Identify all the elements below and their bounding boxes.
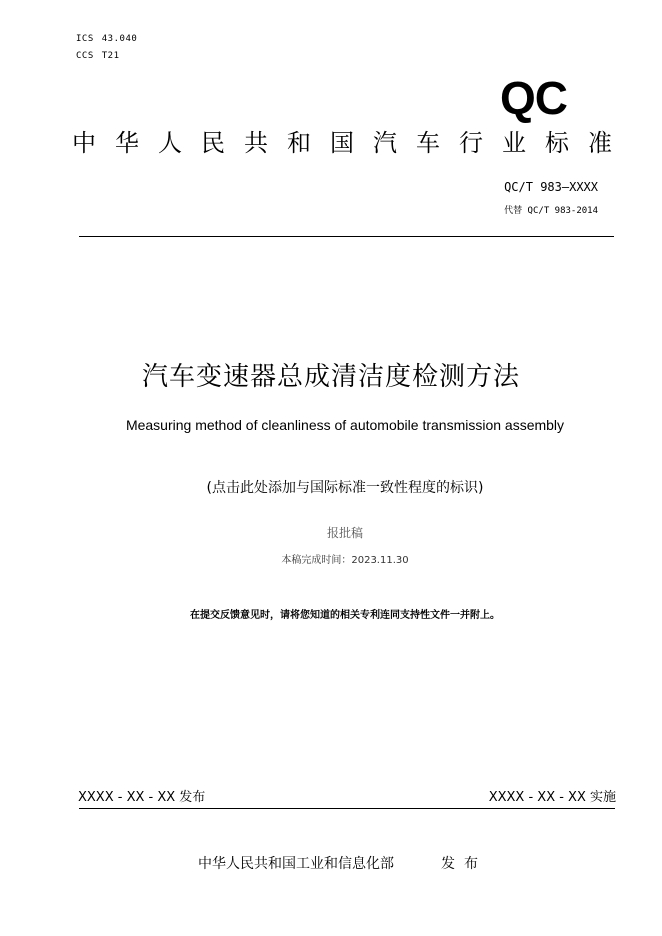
draft-completion-date: 本稿完成时间：2023.11.30 (281, 555, 409, 566)
issuing-ministry: 中华人民共和国工业和信息化部 (198, 856, 394, 872)
ccs-code (76, 50, 120, 62)
standard-category-name (72, 128, 612, 158)
standard-name-char: 人 (158, 129, 182, 157)
ccs-label: CCS (76, 51, 94, 61)
footer-divider (79, 808, 615, 809)
standard-name-char: 汽 (373, 129, 397, 157)
standard-name-char: 业 (502, 129, 526, 157)
intl-consistency-note: (点击此处添加与国际标准一致性程度的标识) (206, 480, 484, 496)
issue-action: 发布 (441, 856, 487, 872)
standard-name-char: 和 (287, 129, 311, 157)
standard-name-char: 民 (201, 129, 225, 157)
standard-name-char: 标 (545, 129, 569, 157)
ics-value: 43.040 (101, 34, 138, 44)
standard-name-char: 准 (588, 129, 612, 157)
ccs-value: T21 (101, 51, 120, 61)
implementation-date: XXXX - XX - XX 实施 (488, 790, 616, 805)
title-english: Measuring method of cleanliness of automobile transmission assembly (125, 417, 565, 433)
draft-stage: 报批稿 (326, 526, 363, 540)
standard-name-char: 行 (459, 129, 483, 157)
standard-name-char: 车 (416, 129, 440, 157)
qc-logo: QC (500, 72, 567, 124)
patent-notice: 在提交反馈意见时，请将您知道的相关专利连同支持性文件一并附上。 (190, 610, 500, 621)
issue-date: XXXX - XX - XX 发布 (78, 790, 206, 805)
ics-code (76, 33, 137, 45)
title-chinese: 汽车变速器总成清洁度检测方法 (141, 362, 520, 392)
ics-label: ICS (76, 34, 94, 44)
replaces-standard: 代替 QC/T 983-2014 (504, 206, 598, 216)
header-divider (79, 236, 614, 237)
standard-name-char: 国 (330, 129, 354, 157)
standard-name-char: 华 (115, 129, 139, 157)
standard-name-char: 中 (72, 129, 96, 157)
standard-name-char: 共 (244, 129, 268, 157)
standard-number: QC/T 983—XXXX (504, 180, 598, 194)
